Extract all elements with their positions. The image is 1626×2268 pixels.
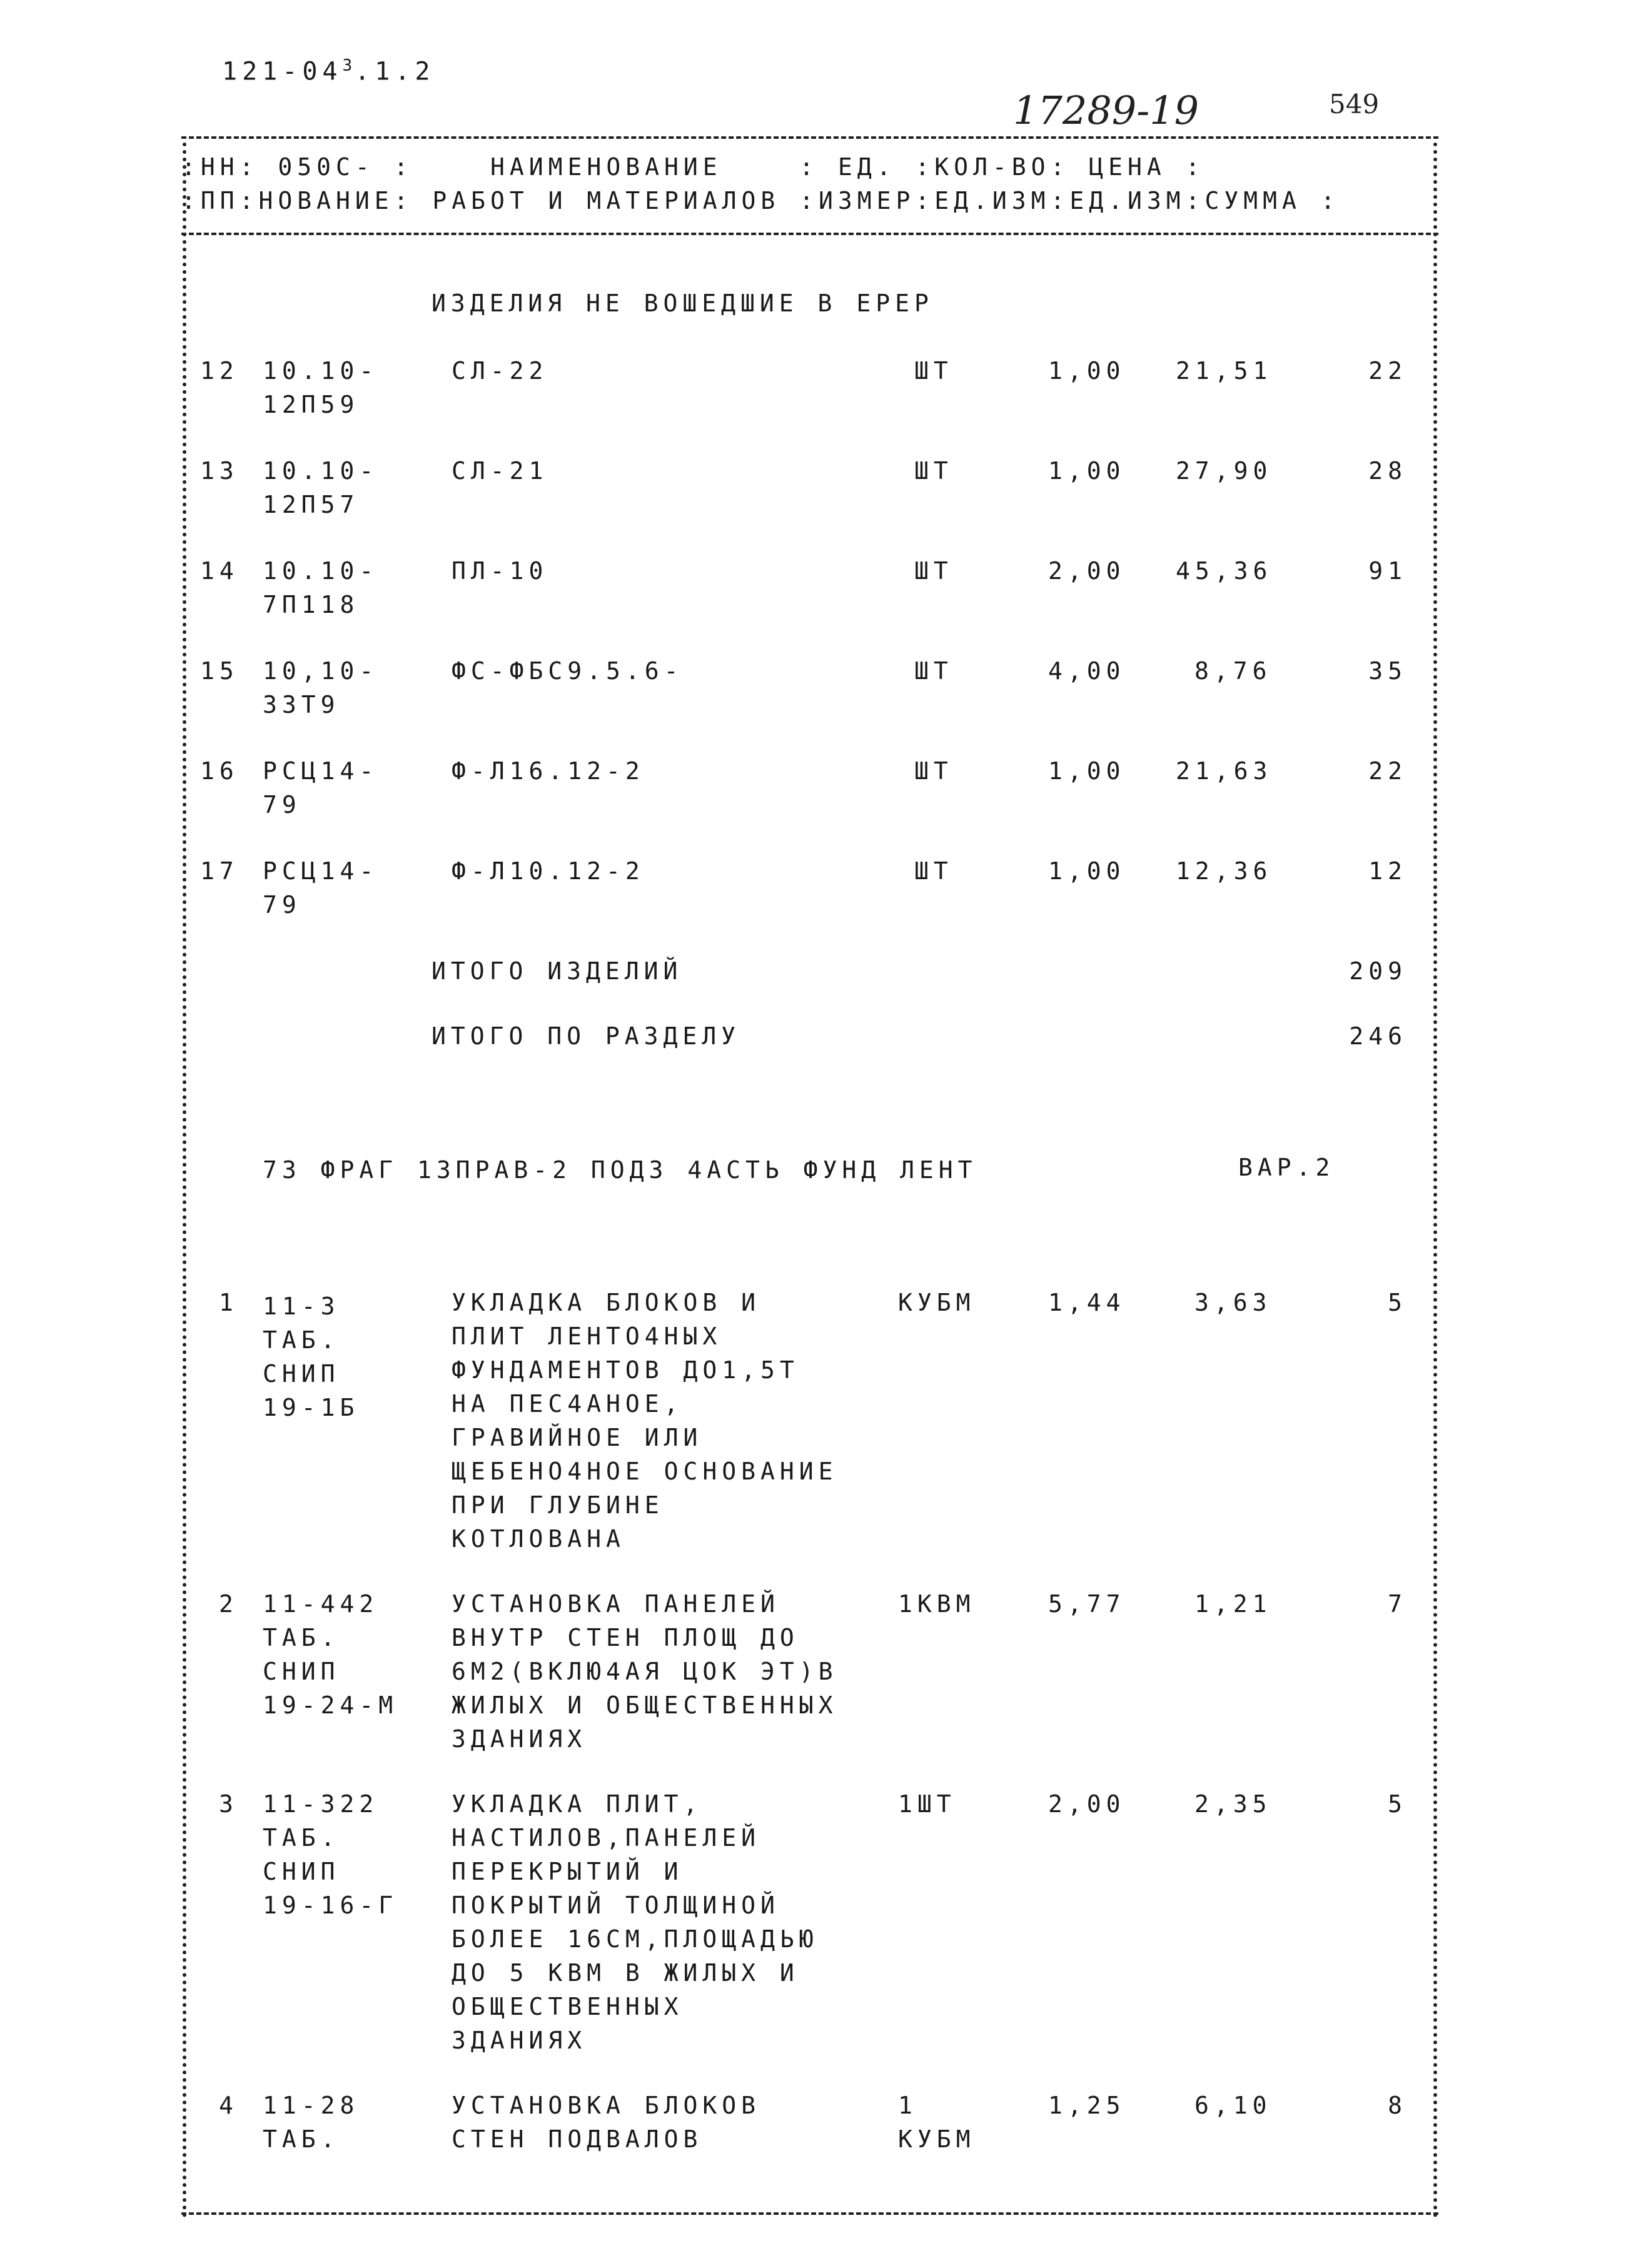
row-name: НАСТИЛОВ,ПАНЕЛЕЙ [452,1824,761,1852]
row-code-2: 79 [263,891,301,919]
section-heading: 73 ФРАГ 13ПРАВ-2 ПОДЗ 4АСТЬ ФУНД ЛЕНТ [263,1156,977,1184]
row-sum: 5 [1388,1790,1407,1818]
row-number: 2 [219,1590,238,1618]
row-name: ПРИ ГЛУБИНЕ [452,1491,664,1519]
row-code: 19-24-М [263,1691,398,1719]
row-sum: 22 [1368,357,1407,385]
row-qty: 2,00 [1048,557,1126,585]
row-name: УСТАНОВКА ПАНЕЛЕЙ [452,1590,780,1618]
row-name: СТЕН ПОДВАЛОВ [452,2125,703,2153]
row-name: ГРАВИЙНОЕ ИЛИ [452,1424,703,1451]
row-code-2: 12П57 [263,491,360,518]
row-sum: 8 [1388,2092,1407,2119]
row-code: 11-28 [263,2092,360,2119]
row-code: 10,10- [263,657,379,685]
row-unit: ШТ [914,757,953,785]
row-sum: 28 [1368,457,1407,485]
row-name: УКЛАДКА БЛОКОВ И [452,1289,761,1316]
row-name: СЛ-22 [452,357,548,385]
row-unit: ШТ [914,357,953,385]
row-sum: 7 [1388,1590,1407,1618]
row-unit: ШТ [914,557,953,585]
row-sum: 5 [1388,1289,1407,1316]
row-price: 21,51 [1176,357,1273,385]
row-code: ТАБ. [263,2125,340,2153]
row-price: 12,36 [1176,857,1273,885]
row-code-2: 79 [263,791,301,819]
bottom-rule [181,2212,1438,2215]
row-price: 45,36 [1176,557,1273,585]
section-title: ИЗДЕЛИЯ НЕ ВОШЕДШИЕ В ЕРЕР [432,290,934,317]
row-code: 11-442 [263,1590,379,1618]
row-code: 10.10- [263,457,379,485]
row-price: 8,76 [1194,657,1272,685]
row-name: ЗДАНИЯХ [452,1725,587,1753]
row-qty: 2,00 [1048,1790,1126,1818]
row-name: ДО 5 КВМ В ЖИЛЫХ И [452,1959,799,1987]
row-unit: 1ШТ [898,1790,956,1818]
row-price: 21,63 [1176,757,1273,785]
row-name: ЗДАНИЯХ [452,2027,587,2054]
header-row-2: :ПП:НОВАНИЕ: РАБОТ И МАТЕРИАЛОВ :ИЗМЕР:ЕД.ИЗМ:ЕД.ИЗМ:СУММА : [181,187,1340,214]
row-number: 3 [219,1790,238,1818]
row-name: УСТАНОВКА БЛОКОВ [452,2092,761,2119]
header-row-1: :НН: 050С- : НАИМЕНОВАНИЕ : ЕД. :КОЛ-ВО: ЦЕНА : [181,153,1205,181]
row-number: 14 [200,557,239,585]
row-price: 27,90 [1176,457,1273,485]
row-sum: 91 [1368,557,1407,585]
row-name: Ф-Л10.12-2 [452,857,645,885]
row-name: ПЕРЕКРЫТИЙ И [452,1858,684,1885]
row-name: УКЛАДКА ПЛИТ, [452,1790,703,1818]
row-code: 11-322 [263,1790,379,1818]
row-name: Ф-Л16.12-2 [452,757,645,785]
handwritten-number: 17289-19 [1013,88,1199,133]
row-price: 6,10 [1194,2092,1272,2119]
row-qty: 1,00 [1048,757,1126,785]
total-items-label: ИТОГО ИЗДЕЛИЙ [432,957,683,985]
row-name: ФС-ФБС9.5.6- [452,657,684,685]
row-name: ВНУТР СТЕН ПЛОЩ ДО [452,1624,799,1651]
right-border [1433,143,1437,2219]
row-qty: 1,44 [1048,1289,1126,1316]
header-rule [181,233,1438,235]
row-code: РСЦ14- [263,857,379,885]
row-sum: 22 [1368,757,1407,785]
total-section-value: 246 [1349,1022,1407,1050]
row-qty: 1,00 [1048,457,1126,485]
row-code: 19-1Б [263,1394,360,1421]
row-unit: ШТ [914,857,953,885]
row-name: ПОКРЫТИЙ ТОЛЩИНОЙ [452,1892,780,1919]
variant-label: ВАР.2 [1238,1154,1335,1181]
row-code: 10.10- [263,357,379,385]
row-name: 6М2(ВКЛЮ4АЯ ЦОК ЭТ)В [452,1658,838,1685]
row-number: 15 [200,657,239,685]
row-number: 13 [200,457,239,485]
row-unit: ШТ [914,657,953,685]
row-name: ЖИЛЫХ И ОБЩЕСТВЕННЫХ [452,1691,838,1719]
row-code: ТАБ. [263,1326,340,1354]
row-name: ПЛ-10 [452,557,548,585]
total-items-value: 209 [1349,957,1407,985]
row-unit-2: КУБМ [898,2125,976,2153]
row-name: ЩЕБЕНО4НОЕ ОСНОВАНИЕ [452,1458,838,1485]
row-code: 11-3 [263,1293,340,1320]
row-price: 2,35 [1194,1790,1272,1818]
row-number: 17 [200,857,239,885]
row-code: СНИП [263,1658,340,1685]
row-name: БОЛЕЕ 16СМ,ПЛОЩАДЬЮ [452,1925,819,1953]
row-name: ФУНДАМЕНТОВ ДО1,5Т [452,1356,799,1384]
row-number: 12 [200,357,239,385]
top-rule [181,136,1438,139]
row-price: 1,21 [1194,1590,1272,1618]
row-unit: 1 [898,2092,917,2119]
row-unit: КУБМ [898,1289,976,1316]
row-code: ТАБ. [263,1624,340,1651]
row-unit: ШТ [914,457,953,485]
row-number: 4 [219,2092,238,2119]
row-code-2: 12П59 [263,391,360,418]
row-qty: 1,00 [1048,857,1126,885]
total-section-label: ИТОГО ПО РАЗДЕЛУ [432,1022,741,1050]
document-number: $121-04^3.1.2$ [222,56,435,86]
row-name: СЛ-21 [452,457,548,485]
row-price: 3,63 [1194,1289,1272,1316]
row-name: НА ПЕС4АНОЕ, [452,1390,684,1418]
row-qty: 1,25 [1048,2092,1126,2119]
row-qty: 1,00 [1048,357,1126,385]
row-code: СНИП [263,1360,340,1388]
row-qty: 4,00 [1048,657,1126,685]
row-name: КОТЛОВАНА [452,1525,625,1553]
row-code: СНИП [263,1858,340,1885]
left-border [183,143,186,2219]
row-qty: 5,77 [1048,1590,1126,1618]
row-name: ОБЩЕСТВЕННЫХ [452,1993,684,2020]
row-number: 16 [200,757,239,785]
row-code: ТАБ. [263,1824,340,1852]
row-name: ПЛИТ ЛЕНТО4НЫХ [452,1323,722,1350]
row-unit: 1КВМ [898,1590,976,1618]
row-code-2: 7П118 [263,591,360,618]
page-number: 549 [1329,89,1380,119]
row-code-2: 33Т9 [263,691,340,718]
row-code: 10.10- [263,557,379,585]
row-sum: 35 [1368,657,1407,685]
row-number: 1 [219,1289,238,1316]
row-code: 19-16-Г [263,1892,398,1919]
row-sum: 12 [1368,857,1407,885]
row-code: РСЦ14- [263,757,379,785]
